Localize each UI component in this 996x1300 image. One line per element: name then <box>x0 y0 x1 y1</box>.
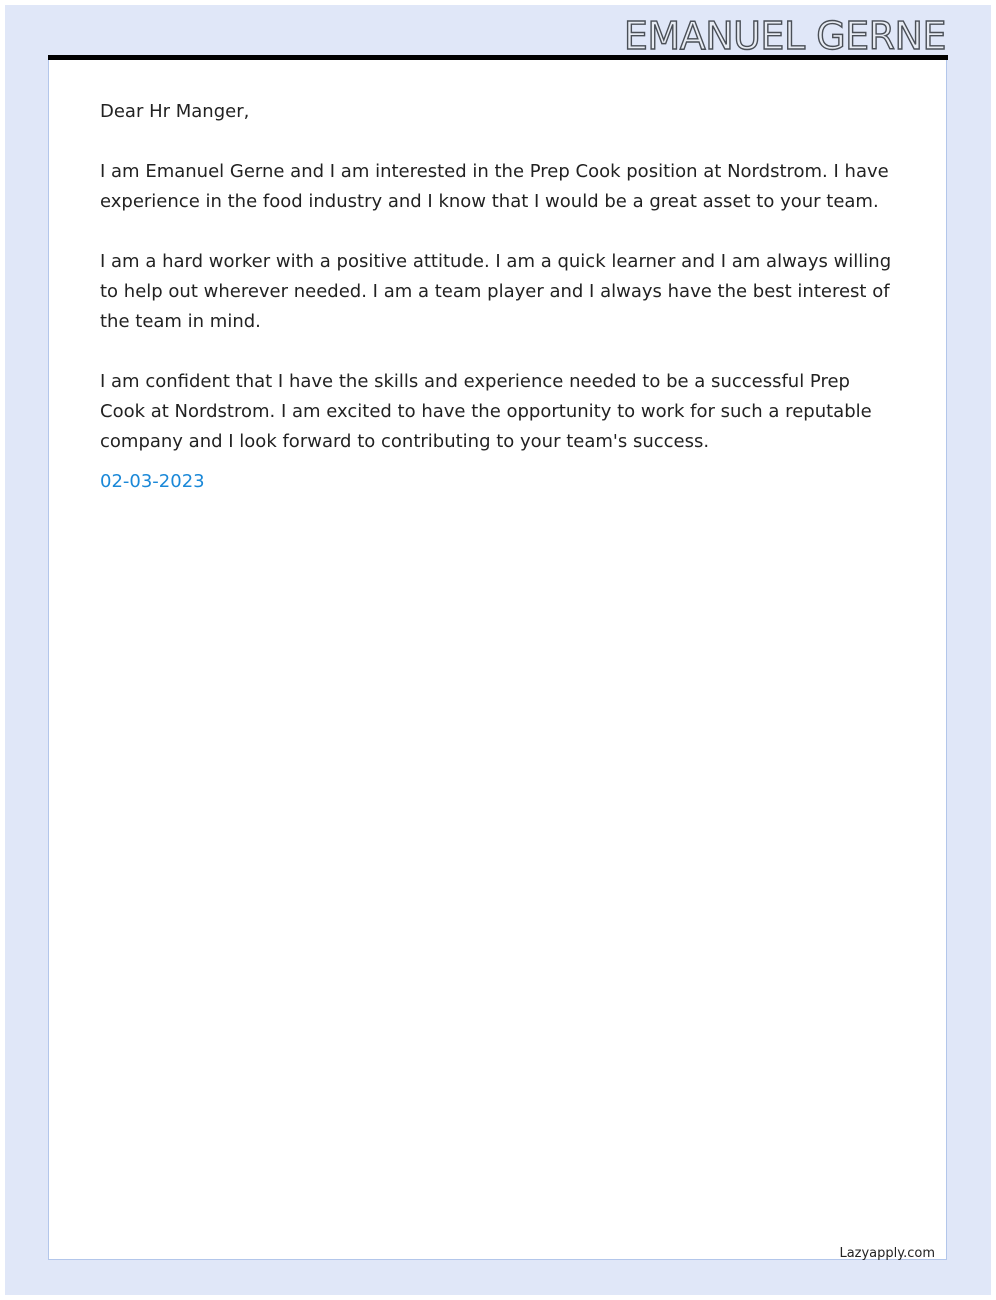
paragraph-2: I am a hard worker with a positive attitude. I am a quick learner and I am always willing to help out wherever needed. I am a team player and I always have the best interest of the team in mind. <box>100 251 892 332</box>
footer-brand: Lazyapply.com <box>839 1246 935 1261</box>
applicant-name: EMANUEL GERNE <box>623 14 946 58</box>
letter-date: 02-03-2023 <box>100 471 205 492</box>
letter-body <box>100 97 900 497</box>
paragraph-3: I am confident that I have the skills and experience needed to be a successful Prep Cook at Nordstrom. I am excited to have the opportunity to work for such a reputable company and I look forward to contributing to your team's success. <box>100 371 872 452</box>
salutation: Dear Hr Manger, <box>100 101 250 122</box>
paragraph-1: I am Emanuel Gerne and I am interested in the Prep Cook position at Nordstrom. I have experience in the food industry and I know that I would be a great asset to your team. <box>100 161 889 212</box>
